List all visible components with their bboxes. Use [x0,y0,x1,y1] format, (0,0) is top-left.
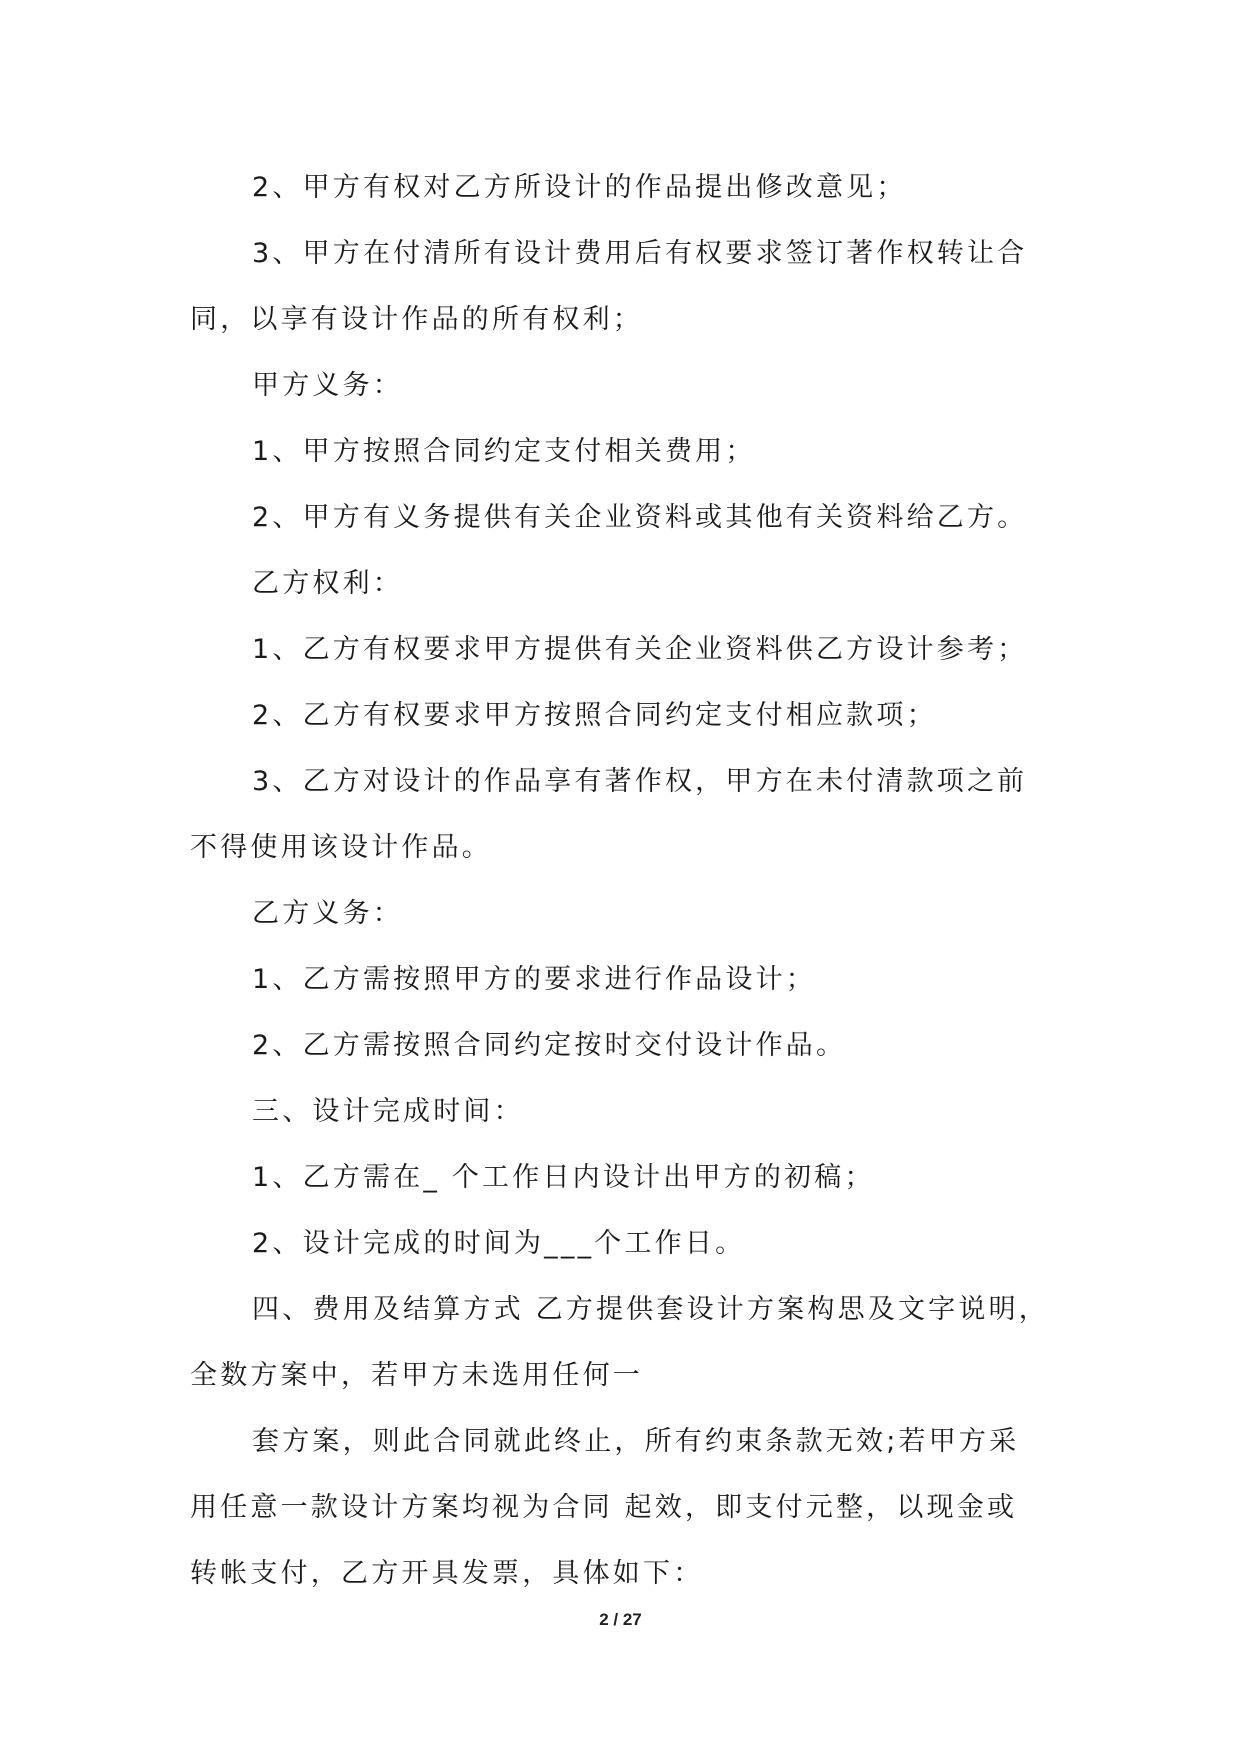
paragraph-line: 1、乙方需在_ 个工作日内设计出甲方的初稿； [252,1162,875,1193]
paragraph-line: 同，以享有设计作品的所有权利； [190,304,643,335]
paragraph-line: 1、乙方需按照甲方的要求进行作品设计； [252,964,816,995]
paragraph-line: 2、乙方有权要求甲方按照合同约定支付相应款项； [252,700,937,731]
section-heading: 三、设计完成时间： [252,1096,524,1127]
section-heading: 乙方义务： [252,898,403,929]
paragraph-line: 转帐支付，乙方开具发票，具体如下： [190,1558,704,1589]
paragraph-line: 3、甲方在付清所有设计费用后有权要求签订著作权转让合 [252,238,1028,269]
paragraph-line: 套方案，则此合同就此终止，所有约束条款无效;若甲方采 [252,1426,1020,1457]
document-body [190,155,1060,1607]
paragraph-line: 2、设计完成的时间为___个工作日。 [252,1228,746,1259]
paragraph-line: 1、甲方按照合同约定支付相关费用； [252,436,756,467]
paragraph-line: 不得使用该设计作品。 [190,832,492,863]
paragraph-line: 2、甲方有义务提供有关企业资料或其他有关资料给乙方。 [252,502,1028,533]
section-heading: 四、费用及结算方式 乙方提供套设计方案构思及文字说明， [252,1294,1049,1325]
paragraph-line: 3、乙方对设计的作品享有著作权，甲方在未付清款项之前 [252,766,1028,797]
paragraph-line: 全数方案中，若甲方未选用任何一 [190,1360,643,1391]
paragraph-line: 2、乙方需按照合同约定按时交付设计作品。 [252,1030,847,1061]
section-heading: 甲方义务： [252,370,403,401]
section-heading: 乙方权利： [252,568,403,599]
paragraph-line: 2、甲方有权对乙方所设计的作品提出修改意见； [252,172,907,203]
page-number: 2 / 27 [599,1610,642,1629]
paragraph-line: 1、乙方有权要求甲方提供有关企业资料供乙方设计参考； [252,634,1028,665]
paragraph-line: 用任意一款设计方案均视为合同 起效，即支付元整，以现金或 [190,1492,1018,1523]
